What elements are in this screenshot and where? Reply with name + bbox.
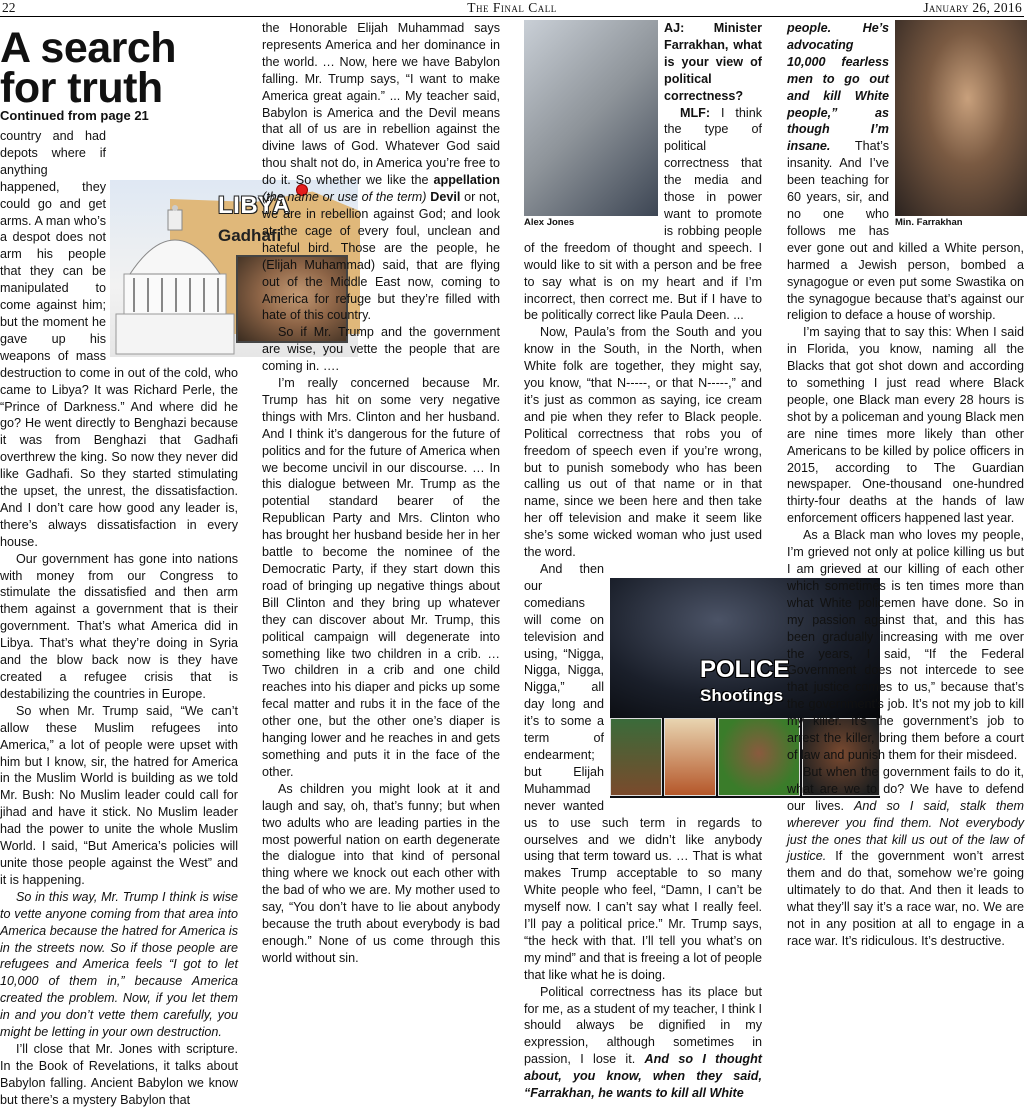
body-paragraph: And then our comedians will come on television and using, “Nigga, Nigga, Nigga, Nigga,” all day long and it’s to some a term of endearment; but Elijah Muhammad never wanted us to use such term in regards to ourselves and we didn’t like anybody using that term toward us. … That is what makes Trump acceptable to so many White people who feel, “Damn, I can’t be myself now. I can’t say what I really feel. I’ll pay a political price.” Mr. Trump says, “the heck with that. I’ll tell you what’s on my mind” and that is freeing a lot of people that like what he is doing. (524, 562, 763, 982)
body-paragraph: Now, Paula’s from the South and you know in the South, in the North, when White folk are together, they might say, you know, “that N-----, or that N-----,” and it’s just as common as saying, ice cream and pie when they refer to Black people. Political correctness that robs you of freedom of speech even if you’re wrong, but to punish somebody who has been calling us out of that name or in that name, since we been here and then take her off television and make it seem like she’s some wicked woman who just used the word. (524, 325, 762, 560)
body-paragraph-italic: So in this way, Mr. Trump I think is wise to vette anyone coming from that area into America because the hatred for America is in the streets now. So if those people are refugees and America feels “I got to let 10,000 of them in,” because America created the problem. Now, if you let them in and you don’t vette them carefully, you might be letting in your own destruction. (0, 889, 238, 1040)
column-2 (262, 20, 500, 1108)
body-paragraph: the Honorable Elijah Muhammad says represents America and her dominance in the world. … Now, here we have Babylon falling. Mr. Trump says, “I want to make America great again.” ... My teacher said, Babylon is America and the Devil means that all of us are in rebellion against the divine laws of God. Whatever God said thou shalt not do, in America you’re free to do it. So whether we like the appellation (the name or use of the term) Devil or not, we are in rebellion against God; and look at the cage of every foul, unclean and hateful bird. Those are the people, he (Elijah Muhammad) said, that are flying out of the Middle East now, coming to America for refuge but they’re filled with hate of this country. (262, 21, 501, 323)
column-1 (0, 20, 291, 1108)
issue-date: January 26, 2016 (923, 0, 1022, 15)
body-paragraph: As children you might look at it and laugh and say, oh, that’s funny; but when two adults who are leading parties in the most powerful nation on earth degenerate the dialogue into that kind of personal thing where we knock out each other with the bad of who we are. My mother used to say, “You don’t have to lie about anybody because the truth about everybody is bad enough.” None of us come through this world without sin. (262, 781, 500, 965)
page-number: 22 (2, 0, 16, 15)
farrakhan-caption: Min. Farrakhan (895, 217, 963, 228)
column-3 (524, 20, 790, 1108)
alex-jones-image (524, 20, 658, 232)
body-paragraph: As a Black man who loves my people, I’m grieved not only at police killing us but I am grieved at our killing of each other which sometimes is ten times more than what White policemen have done. So in my passion against that, and this has been gradually increasing with me over the years, I said, “If the Federal Government does not intercede to see that justice comes to us,” because that’s the government’s job. It’s not my job to kill my killer. It’s the government’s job to arrest the killer, bring them before a court of law and punish them for their misdeed. (787, 528, 1024, 762)
body-paragraph: people. He’s advocating 10,000 fearless men to go out and kill White people,” as though I’m insane. That’s insanity. And I’ve been teaching for 60 years, sir, and no one who follows me has ever gone out and killed a White person, harmed a Jewish person, bombed a synagogue or even put some Swastika on the synagogue because that’s against our religion to deface a house of worship. (787, 21, 1024, 323)
continued-from: Continued from page 21 (0, 108, 149, 123)
interview-question: AJ: Minister Farrakhan, what is your view of political correctness? (664, 21, 762, 103)
body-paragraph: I’m saying that to say this: When I said in Florida, you know, naming all the Blacks that got shot down and according to something I just read where Black people, one Black man every 28 hours is shot by a policeman and young Black men are nine times more likely than other Americans to be killed by police officers in 2015, according to The Guardian newspaper. One-thousand one-hundred thirty-four deaths at the hands of law enforcement officers happened last year. (787, 325, 1024, 526)
body-paragraph: I’m really concerned because Mr. Trump has hit on some very negative things with Mrs. Clinton and her husband. And I think it’s dangerous for the future of politics and for the future of America when we become uncivil in our discourse. … In this dialogue between Mr. Trump as the potential standard bearer of the Republican Party and Mrs. Clinton who has brought her husband beside her in her battle to become the nominee of the Democratic Party, if they start down this road of bringing up negative things about Bill Clinton and they bring up whatever they can discover about Mr. Trump, this political campaign will degenerate into something like two children in a crib. … Two children in a crib and one child reaches into his diaper and picks up some fecal matter and rubs it in the face of the other one, but the other one’s diaper is hanging lower and he reaches in and gets something and puts it in the face of the other. (262, 376, 500, 779)
farrakhan-photo (895, 20, 1027, 216)
body-paragraph: country and had depots where if anything happened, they could go and get arms. A man who’s a despot does not arm his people that they can be manipulated to come against him; but the moment he gave up his weapons of mass destruction to come in out of the cold, who came to Libya? It was Richard Perle, the “Prince of Darkness.” And where did he go? He went directly to Benghazi because it was from Benghazi that Gadhafi overthrew the king. So now they never did like Gadhafi. So they started stimulating the upset, the unrest, the dissatisfaction. And I don’t care how good any leader is, there’s always dissatisfaction in every house. (0, 129, 238, 549)
body-paragraph: MLF: I think the type of political correctness that the media and those in power want to promote is robbing people of the freedom of thought and speech. I would like to sit with a person and be free to say what is on my heart and if I’m incorrect, then correct me. But if I have to be politically correct like Paula Deen. ... (524, 105, 762, 323)
farrakhan-image (895, 20, 1027, 232)
body-paragraph: I’ll close that Mr. Jones with scripture. In the Book of Revelations, it talks about Babylon falling. Ancient Babylon we know but there’s a mystery Babylon that (0, 1041, 238, 1107)
page-header (0, 0, 1024, 17)
body-paragraph: But when the government fails to do it, what are we to do? We have to defend our lives. And so I said, stalk them wherever you find them. Not everybody just the ones that kill us out of the law of justice. If the government won’t arrest them and do that, somehow we’re going ultimately to do that. And then it leads to what they’ll say it’s a race war, no. We are not in any position at all to engage in a race war. It’s ridiculous. It’s destructive. (787, 764, 1024, 948)
police-subtitle: Shootings (700, 686, 784, 705)
body-paragraph: Political correctness has its place but for me, as a student of my teacher, I think I should always be dignified in my expression, although sometimes in passion, I lose it. And so I thought about, you know, when they said, “Farrakhan, he wants to kill all White (524, 984, 762, 1101)
headline: A search for truth (0, 24, 177, 112)
body-paragraph: Our government has gone into nations with money from our Congress to stimulate the dissatisfied and then arm them against a government that is their government. That’s what America did in Libya. That’s what they’re doing in Syria and the blow back now is they have created a refugee crisis that is destabilizing the countries in Europe. (0, 551, 238, 701)
libya-title: LIBYA (218, 192, 291, 219)
body-paragraph: So if Mr. Trump and the government are wise, you vette the people that are coming in. …. (262, 325, 500, 374)
libya-subtitle: Gadhafi (218, 226, 282, 245)
alex-jones-photo (524, 20, 658, 216)
body-paragraph: So when Mr. Trump said, “We can’t allow these Muslim refugees into America,” a lot of people were upset with him but I know, sir, the hatred for America in the Muslim World is building as we told Mr. Bush: No Muslim leader could call for jihad and have it stick. No Muslim leader had the power to unite the whole Muslim World. I said, “But America’s policies will unite those people against the West” and it is happening. (0, 703, 238, 887)
capitol-dome-icon (116, 204, 234, 354)
police-title: POLICE (700, 656, 790, 683)
publication-name: The Final Call (467, 0, 557, 15)
victim-photo (610, 718, 662, 796)
column-4 (787, 20, 1024, 1108)
victim-photo (664, 718, 716, 796)
alex-jones-caption: Alex Jones (524, 217, 575, 228)
